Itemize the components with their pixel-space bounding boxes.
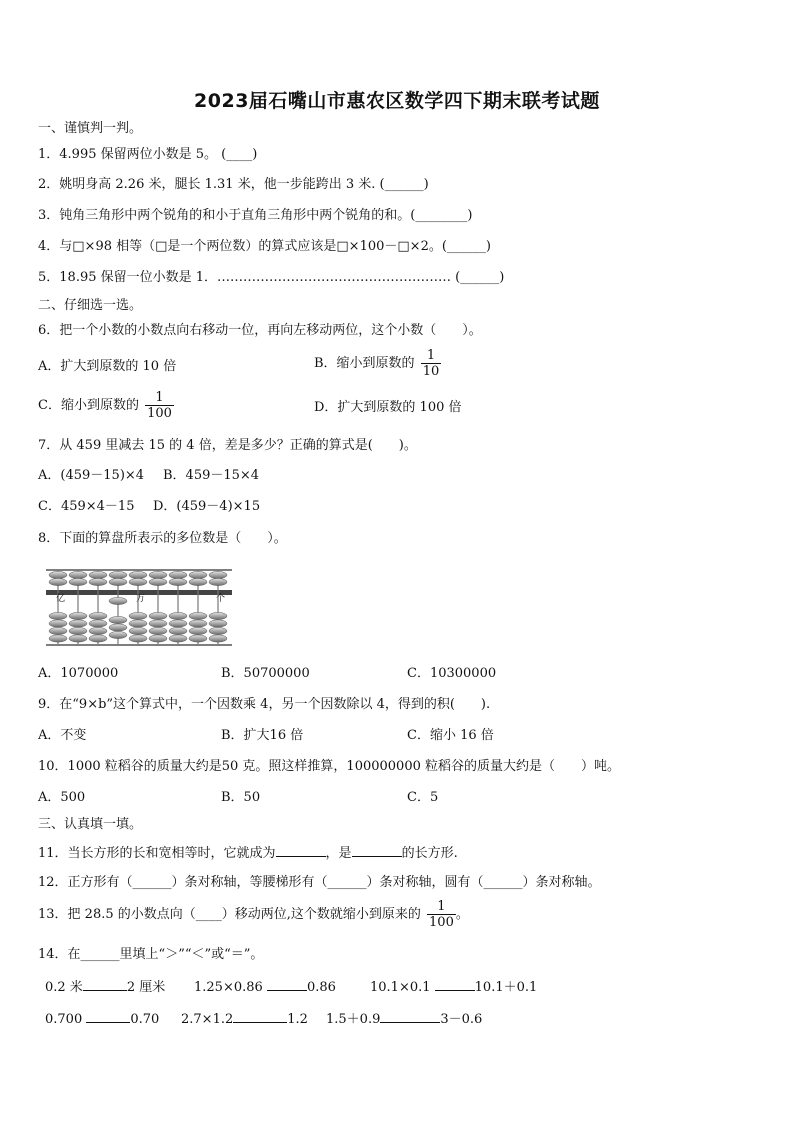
abacus-bead (169, 612, 187, 619)
abacus-bead (69, 612, 87, 619)
compare-left: 1.25×0.86 (194, 980, 263, 995)
compare-right: 0.86 (306, 980, 336, 995)
compare-right: 0.70 (130, 1012, 160, 1027)
compare-left: 10.1×0.1 (370, 980, 431, 995)
question-9-option-c: C．缩小 16 倍 (407, 728, 494, 743)
compare-blank[interactable] (380, 1009, 440, 1023)
abacus-bead (149, 571, 167, 578)
abacus-bead (169, 571, 187, 578)
abacus-bead (189, 620, 207, 627)
question-10-option-a: A．500 (38, 790, 86, 805)
abacus-bead (209, 620, 227, 627)
fraction-numerator: 1 (421, 348, 442, 364)
page-title: 2023届石嘴山市惠农区数学四下期末联考试题 (194, 90, 600, 112)
compare-right: 1.2 (287, 1012, 308, 1027)
section-heading-1: 一、谨慎判一判。 (38, 121, 143, 136)
compare-blank[interactable] (435, 977, 475, 991)
fraction-1-100 (145, 390, 174, 421)
abacus-bead (109, 578, 127, 585)
compare-blank[interactable] (233, 1009, 287, 1023)
comparison-1-5 (326, 1009, 482, 1029)
abacus-label-yi: 亿 (56, 594, 66, 604)
abacus-bead (149, 578, 167, 585)
q13-part-2: 。 (455, 907, 469, 922)
abacus-bead (189, 571, 207, 578)
q11-part-1: 11．当长方形的长和宽相等时，它就成为 (38, 846, 276, 861)
question-3: 3．钝角三角形中两个锐角的和小于直角三角形中两个锐角的和。(________) (38, 208, 473, 223)
question-6-stem: 6．把一个小数的小数点向右移动一位，再向左移动两位，这个小数（ ）。 (38, 323, 482, 338)
compare-right: 3－0.6 (440, 1012, 483, 1027)
abacus-bead (129, 620, 147, 627)
question-7-option-b: B．459－15×4 (163, 468, 260, 483)
question-11 (38, 843, 458, 863)
question-6-option-a: A．扩大到原数的 10 倍 (38, 359, 177, 374)
section-heading-2: 二、仔细选一选。 (38, 298, 143, 313)
abacus-bead (129, 635, 147, 642)
question-14-stem: 14．在______里填上“＞”“＜”或“＝”。 (38, 947, 264, 962)
compare-blank[interactable] (86, 1009, 130, 1023)
question-9-stem: 9．在“9×b”这个算式中，一个因数乘 4，另一个因数除以 4，得到的积( ). (38, 697, 491, 712)
comparison-10-1 (370, 977, 537, 997)
question-8-option-a: A．1070000 (38, 666, 119, 681)
abacus-bead (69, 578, 87, 585)
abacus-bead (149, 635, 167, 642)
abacus-label-ge: 个 (216, 594, 226, 604)
abacus-bead (109, 597, 127, 604)
q11-part-2: ，是 (325, 846, 352, 861)
question-13 (38, 899, 469, 930)
question-10-option-b: B．50 (221, 790, 261, 805)
abacus-bead (89, 612, 107, 619)
abacus-bead (49, 578, 67, 585)
question-8-stem: 8．下面的算盘所表示的多位数是（ ）。 (38, 531, 287, 546)
abacus-bead (89, 571, 107, 578)
question-12: 12．正方形有（______）条对称轴，等腰梯形有（______）条对称轴，圆有（______）条对称轴。 (38, 875, 601, 890)
question-6-option-b (314, 348, 441, 379)
abacus-bead (169, 578, 187, 585)
question-9-option-a: A．不变 (38, 728, 87, 743)
abacus-bead (149, 627, 167, 634)
fraction-numerator: 1 (145, 390, 174, 406)
abacus-bead (209, 578, 227, 585)
abacus-bead (189, 635, 207, 642)
abacus-label-wan: 万 (136, 594, 146, 604)
question-4: 4．与□×98 相等（□是一个两位数）的算式应该是□×100－□×2。(______) (38, 239, 491, 254)
abacus-bead (89, 578, 107, 585)
abacus-rods (49, 570, 227, 645)
option-c-text: C．缩小到原数的 (38, 398, 139, 413)
abacus-bead (189, 578, 207, 585)
answer-blank[interactable] (352, 843, 402, 857)
compare-right: 2 厘米 (126, 980, 166, 995)
question-2: 2．姚明身高 2.26 米，腿长 1.31 米，他一步能跨出 3 米. (______) (38, 177, 429, 192)
abacus-bead (109, 631, 127, 638)
compare-blank[interactable] (267, 977, 307, 991)
abacus-bead (149, 612, 167, 619)
abacus-bead (129, 612, 147, 619)
question-7-option-c: C．459×4－15 (38, 499, 135, 514)
abacus-bead (169, 635, 187, 642)
abacus-bead (209, 571, 227, 578)
abacus-bead (189, 612, 207, 619)
abacus-bead (149, 620, 167, 627)
abacus-bead (169, 627, 187, 634)
abacus-bead (89, 620, 107, 627)
abacus-bead (89, 635, 107, 642)
abacus-bead (89, 627, 107, 634)
question-7-stem: 7．从 459 里减去 15 的 4 倍，差是多少？正确的算式是( )。 (38, 438, 417, 453)
abacus-bead (189, 627, 207, 634)
abacus-bead (69, 620, 87, 627)
fraction-denominator: 10 (422, 364, 440, 379)
comparison-2-7 (181, 1009, 308, 1029)
compare-left: 0.700 (45, 1012, 83, 1027)
fraction-numerator: 1 (427, 899, 456, 915)
q11-part-3: 的长方形. (401, 846, 458, 861)
abacus-bead (109, 571, 127, 578)
question-7-option-a: A．(459－15)×4 (38, 468, 145, 483)
q13-part-1: 13．把 28.5 的小数点向（____）移动两位,这个数就缩小到原来的 (38, 907, 421, 922)
abacus-bead (69, 571, 87, 578)
abacus-bead (69, 627, 87, 634)
abacus-bead (49, 627, 67, 634)
abacus-bead (109, 624, 127, 631)
compare-right: 10.1＋0.1 (474, 980, 538, 995)
comparison-1-25 (194, 977, 336, 997)
abacus-bead (109, 616, 127, 623)
abacus-bead (69, 635, 87, 642)
abacus-bead (49, 635, 67, 642)
question-10-option-c: C．5 (407, 790, 439, 805)
question-7-option-d: D．(459－4)×15 (153, 499, 261, 514)
comparison-0-2m (45, 977, 165, 997)
fraction-1-10 (421, 348, 442, 379)
abacus-bead (49, 620, 67, 627)
fraction-denominator: 100 (429, 915, 454, 930)
abacus-bead (49, 612, 67, 619)
option-b-text: B．缩小到原数的 (314, 356, 415, 371)
abacus-bead (49, 571, 67, 578)
question-9-option-b: B．扩大16 倍 (221, 728, 304, 743)
abacus-bead (129, 571, 147, 578)
abacus-figure (44, 568, 234, 648)
abacus-bead (129, 578, 147, 585)
answer-blank[interactable] (276, 843, 326, 857)
question-6-option-d: D．扩大到原数的 100 倍 (314, 400, 462, 415)
section-heading-3: 三、认真填一填。 (38, 817, 143, 832)
question-1: 1．4.995 保留两位小数是 5。 (____) (38, 147, 258, 162)
fraction-denominator: 100 (147, 406, 172, 421)
compare-left: 2.7×1.2 (181, 1012, 234, 1027)
question-10-stem: 10．1000 粒稻谷的质量大约是50 克。照这样推算，100000000 粒稻谷的质量大约是（ ）吨。 (38, 759, 621, 774)
question-6-option-c (38, 390, 174, 421)
compare-left: 0.2 米 (45, 980, 83, 995)
abacus-bead (129, 627, 147, 634)
question-5: 5．18.95 保留一位小数是 1．……………………………………………… (______) (38, 270, 505, 285)
compare-left: 1.5＋0.9 (326, 1012, 381, 1027)
question-8-option-b: B．50700000 (221, 666, 310, 681)
compare-blank[interactable] (83, 977, 127, 991)
abacus-bead (209, 612, 227, 619)
abacus-bead (209, 627, 227, 634)
question-8-option-c: C．10300000 (407, 666, 497, 681)
comparison-0-700 (45, 1009, 159, 1029)
fraction-1-100 (427, 899, 456, 930)
abacus-bead (209, 635, 227, 642)
abacus-bead (169, 620, 187, 627)
